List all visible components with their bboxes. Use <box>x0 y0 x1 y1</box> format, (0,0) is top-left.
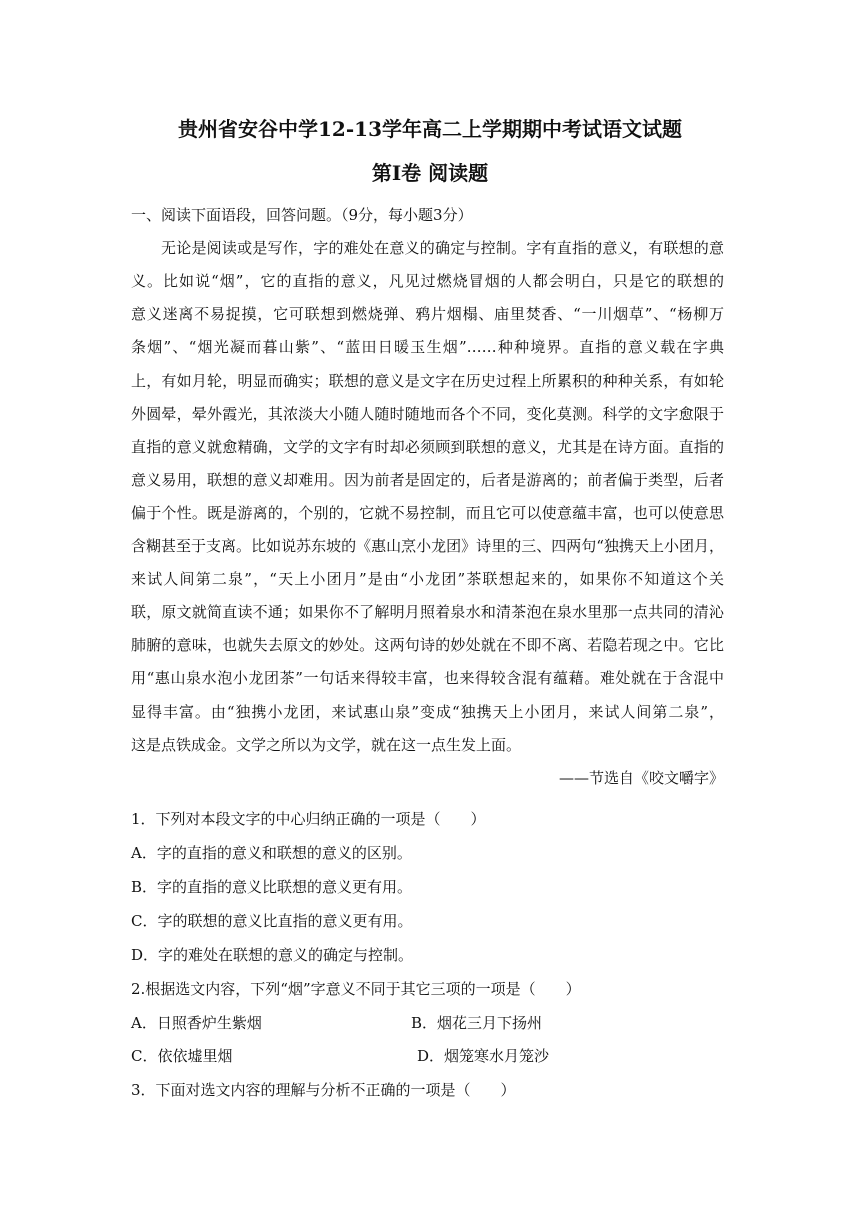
question-stem: 3．下面对选文内容的理解与分析不正确的一项是（ ） <box>131 1081 516 1099</box>
passage-line: 直指的意义就愈精确，文学的文字有时却必须顾到联想的意义，尤其是在诗方面。直指的 <box>131 438 724 456</box>
option-a: A．日照香炉生紫烟 <box>131 1014 262 1032</box>
passage-line: 偏于个性。既是游离的，个别的，它就不易控制，而且它可以使意蕴丰富，也可以使意思 <box>131 504 724 522</box>
passage-line: 用“惠山泉水泡小龙团茶”一句话来得较丰富，也来得较含混有蕴藉。难处就在于含混中 <box>131 669 724 687</box>
question-stem: 1．下列对本段文字的中心归纳正确的一项是（ ） <box>131 810 486 828</box>
option-d: D．字的难处在联想的意义的确定与控制。 <box>131 946 414 964</box>
question-stem: 2.根据选文内容，下列“烟”字意义不同于其它三项的一项是（ ） <box>131 980 581 998</box>
passage-line: 意义迷离不易捉摸，它可联想到燃烧弹、鸦片烟榻、庙里焚香、“一川烟草”、“杨柳万 <box>131 305 724 323</box>
passage-line: 上，有如月轮，明显而确实；联想的意义是文字在历史过程上所累积的种种关系，有如轮 <box>131 372 724 390</box>
passage-line: 这是点铁成金。文学之所以为文学，就在这一点生发上面。 <box>131 736 522 754</box>
exam-title: 贵州省安谷中学12-13学年高二上学期期中考试语文试题 <box>178 117 682 141</box>
passage-line: 来试人间第二泉”，“天上小团月”是由“小龙团”茶联想起来的，如果你不知道这个关 <box>131 570 724 588</box>
passage-line: 肺腑的意味，也就失去原文的妙处。这两句诗的妙处就在不即不离、若隐若现之中。它比 <box>131 636 724 654</box>
passage-line: 显得丰富。由“独携小龙团，来试惠山泉”变成“独携天上小团月，来试人间第二泉”， <box>131 703 724 721</box>
passage-line: 条烟”、“烟光凝而暮山紫”、“蓝田日暖玉生烟”……种种境界。直指的意义载在字典 <box>131 338 724 356</box>
option-c: C．依依墟里烟 <box>131 1047 233 1065</box>
passage-line: 含糊甚至于支离。比如说苏东坡的《惠山烹小龙团》诗里的三、四两句“独携天上小团月， <box>131 537 724 555</box>
passage-line: 联，原文就简直读不通；如果你不了解明月照着泉水和清茶泡在泉水里那一点共同的清沁 <box>131 603 724 621</box>
passage-line: 义。比如说“烟”，它的直指的意义，凡见过燃烧冒烟的人都会明白，只是它的联想的 <box>131 272 724 290</box>
option-a: A．字的直指的意义和联想的意义的区别。 <box>131 844 412 862</box>
volume-title: 第Ⅰ卷 阅读题 <box>371 161 489 185</box>
passage-line: 无论是阅读或是写作，字的难处在意义的确定与控制。字有直指的意义，有联想的意 <box>161 239 724 257</box>
option-b: B．字的直指的意义比联想的意义更有用。 <box>131 878 413 896</box>
option-b: B．烟花三月下扬州 <box>411 1014 543 1032</box>
passage-line: 意义易用，联想的意义却难用。因为前者是固定的，后者是游离的；前者偏于类型，后者 <box>131 471 724 489</box>
section-heading: 一、阅读下面语段，回答问题。（9分，每小题3分） <box>131 206 473 224</box>
option-d: D．烟笼寒水月笼沙 <box>417 1047 550 1065</box>
option-c: C．字的联想的意义比直指的意义更有用。 <box>131 912 413 930</box>
passage-source: ——节选自《咬文嚼字》 <box>558 769 724 787</box>
passage-line: 外圆晕，晕外霞光，其浓淡大小随人随时随地而各个不同，变化莫测。科学的文字愈限于 <box>131 405 724 423</box>
